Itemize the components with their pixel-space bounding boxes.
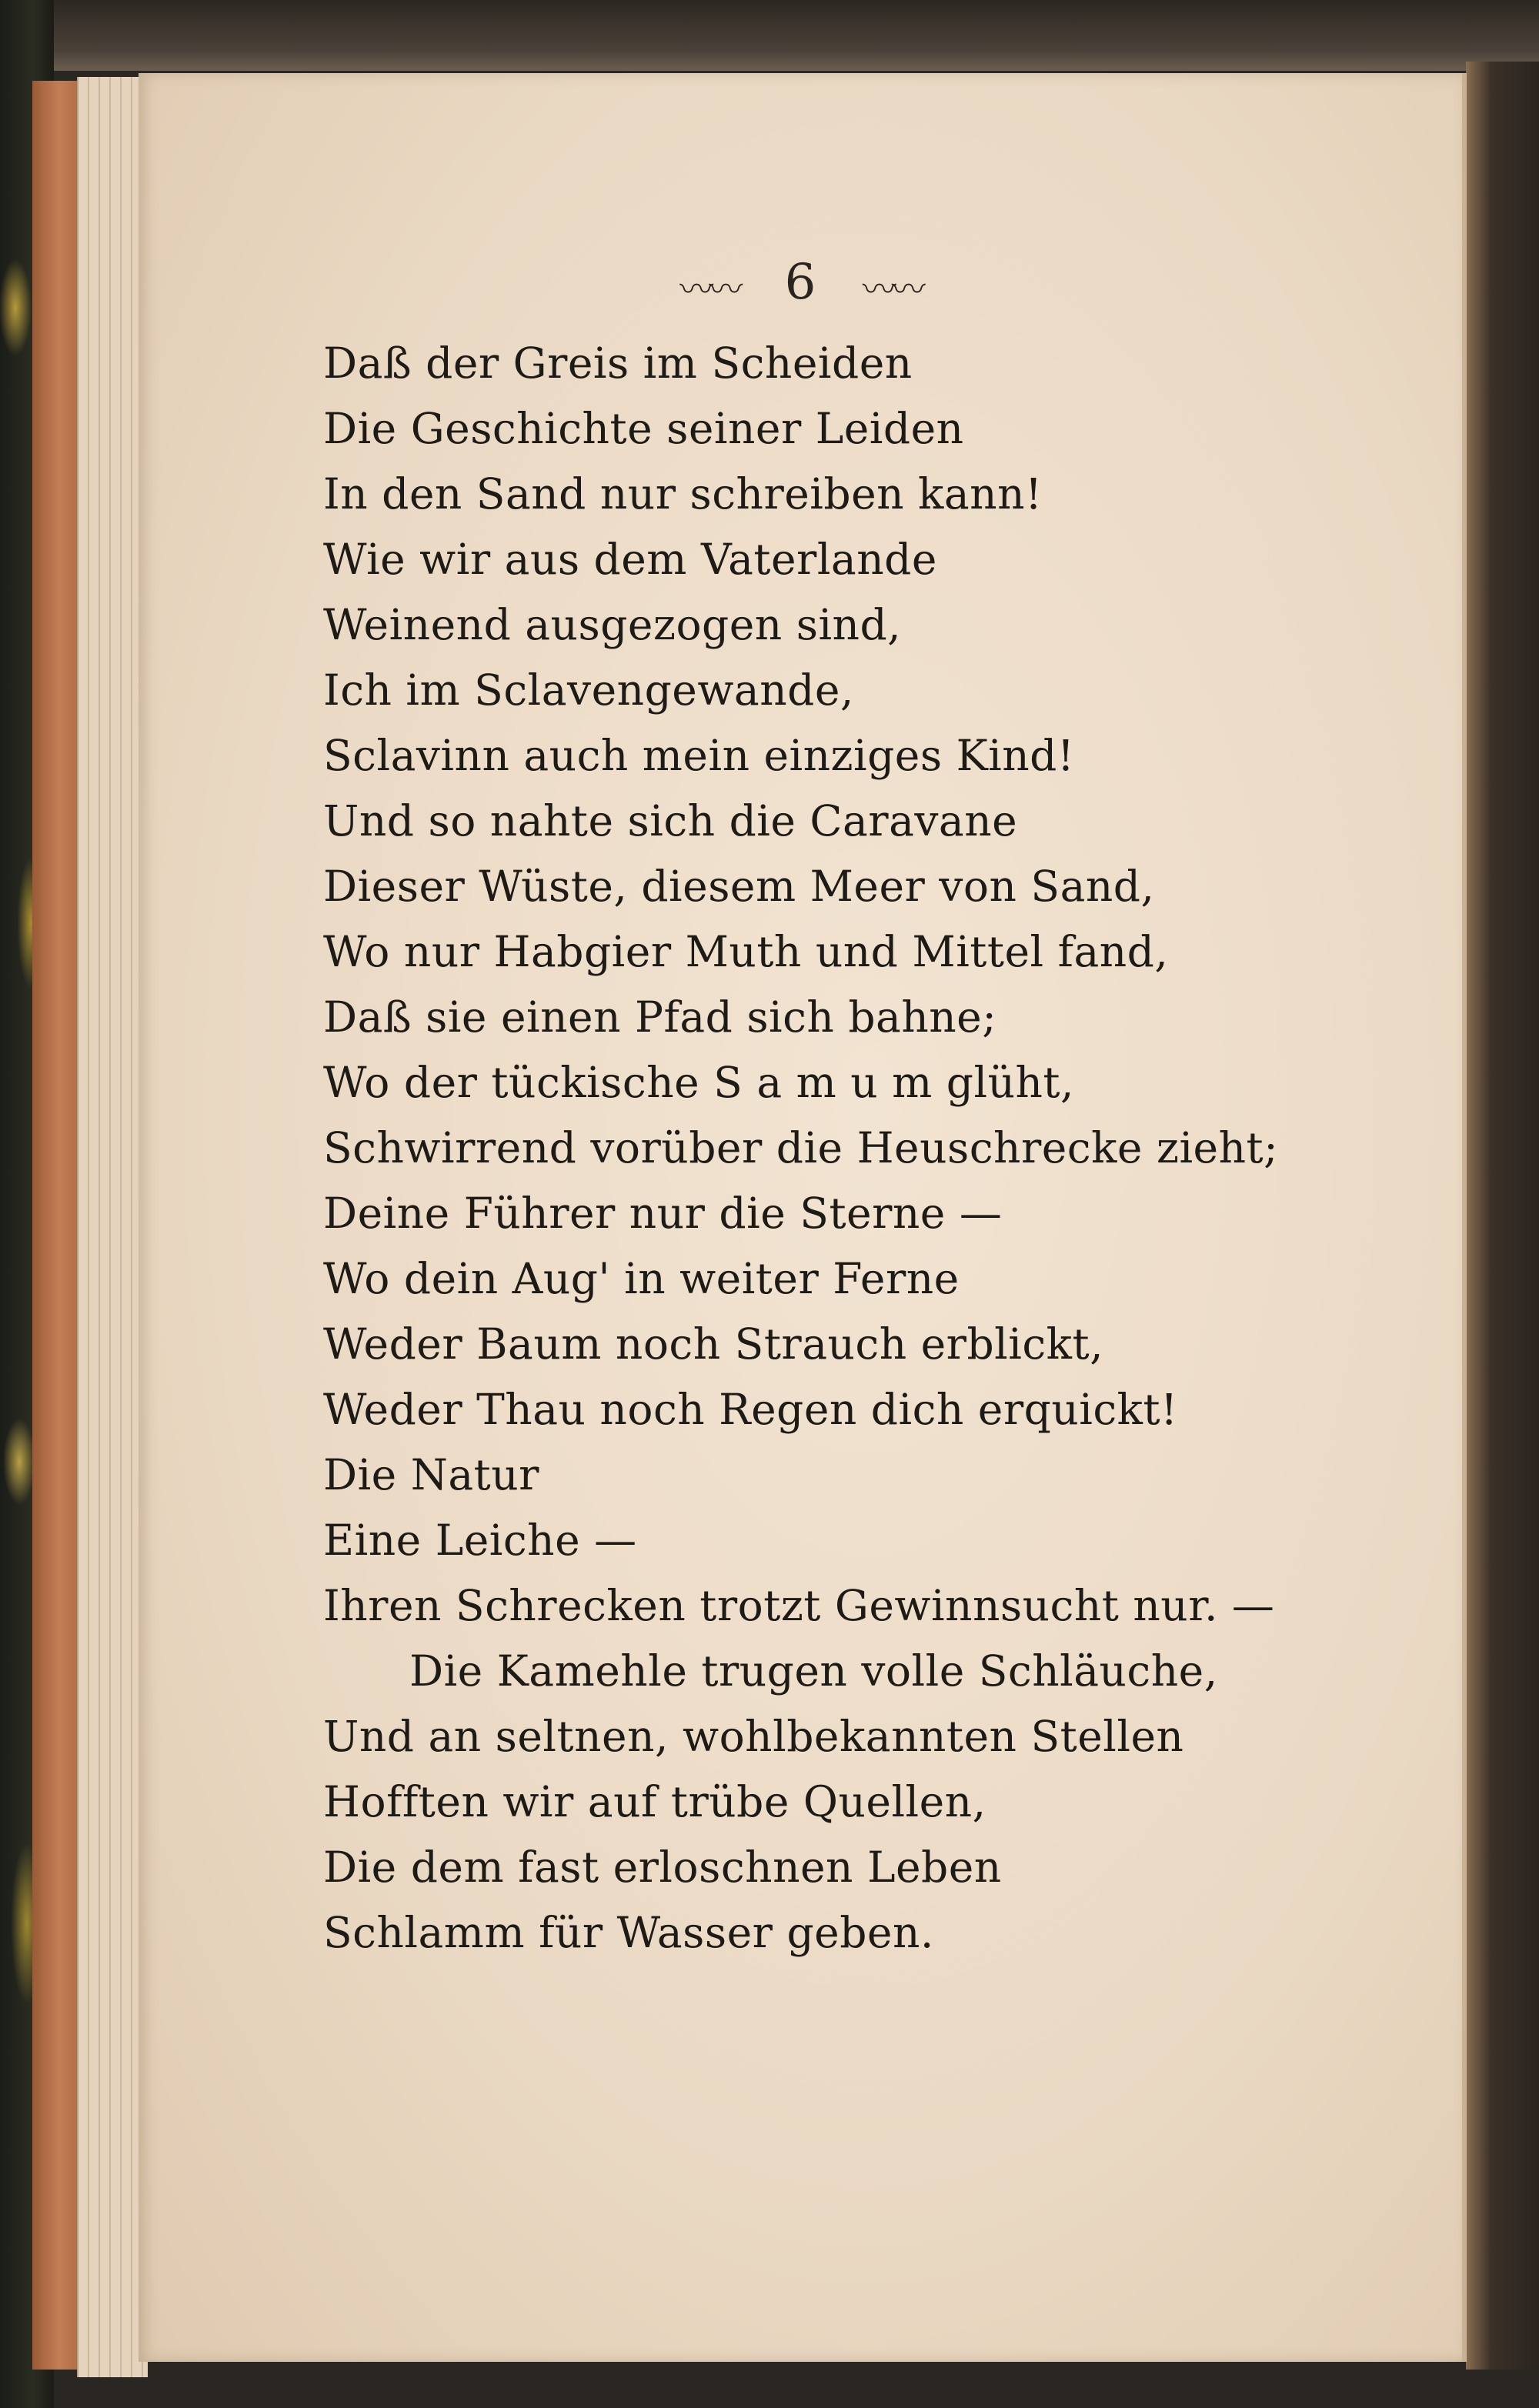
poem-line: Wo nur Habgier Muth und Mittel fand, <box>323 927 1169 976</box>
poem-line: Und an seltnen, wohlbekannten Stellen <box>323 1712 1184 1761</box>
poem-line: In den Sand nur schreiben kann! <box>323 469 1043 519</box>
page-number: 6 <box>784 254 816 311</box>
poem-line: Ihren Schrecken trotzt Gewinnsucht nur. — <box>323 1581 1275 1630</box>
poem-line: Ich im Sclavengewande, <box>323 665 854 715</box>
poem-line: Wo der tückische S a m u m glüht, <box>323 1058 1074 1107</box>
poem-line: Die dem fast erloschnen Leben <box>323 1843 1002 1892</box>
poem-line: Daß sie einen Pfad sich bahne; <box>323 992 997 1042</box>
poem-line: Und so nahte sich die Caravane <box>323 796 1018 845</box>
page-edges <box>77 77 148 2377</box>
poem-line: Daß der Greis im Scheiden <box>323 339 913 388</box>
book-top-edge <box>0 0 1539 71</box>
poem-text <box>323 331 1400 1966</box>
poem-line: Wo dein Aug' in weiter Ferne <box>323 1254 960 1303</box>
header-ornament-left: 〰〰 <box>679 269 739 309</box>
poem-line: Hofften wir auf trübe Quellen, <box>323 1777 986 1826</box>
poem-line: Die Kamehle trugen volle Schläuche, <box>409 1646 1218 1696</box>
poem-line: Sclavinn auch mein einziges Kind! <box>323 731 1075 780</box>
page-header <box>139 254 1462 311</box>
poem-line: Schwirrend vorüber die Heuschrecke zieht; <box>323 1123 1279 1172</box>
poem-line: Die Geschichte seiner Leiden <box>323 404 964 453</box>
poem-line: Deine Führer nur die Sterne — <box>323 1189 1003 1238</box>
poem-line: Weder Baum noch Strauch erblickt, <box>323 1319 1104 1369</box>
poem-line: Dieser Wüste, diesem Meer von Sand, <box>323 862 1155 911</box>
poem-line: Die Natur <box>323 1450 539 1499</box>
poem-line: Weder Thau noch Regen dich erquickt! <box>323 1385 1178 1434</box>
next-page-gutter <box>1466 62 1539 2370</box>
header-ornament-right: 〰〰 <box>862 269 921 309</box>
poem-line: Schlamm für Wasser geben. <box>323 1908 934 1957</box>
poem-line: Eine Leiche — <box>323 1516 637 1565</box>
poem-line: Wie wir aus dem Vaterlande <box>323 535 937 584</box>
poem-line: Weinend ausgezogen sind, <box>323 600 902 649</box>
